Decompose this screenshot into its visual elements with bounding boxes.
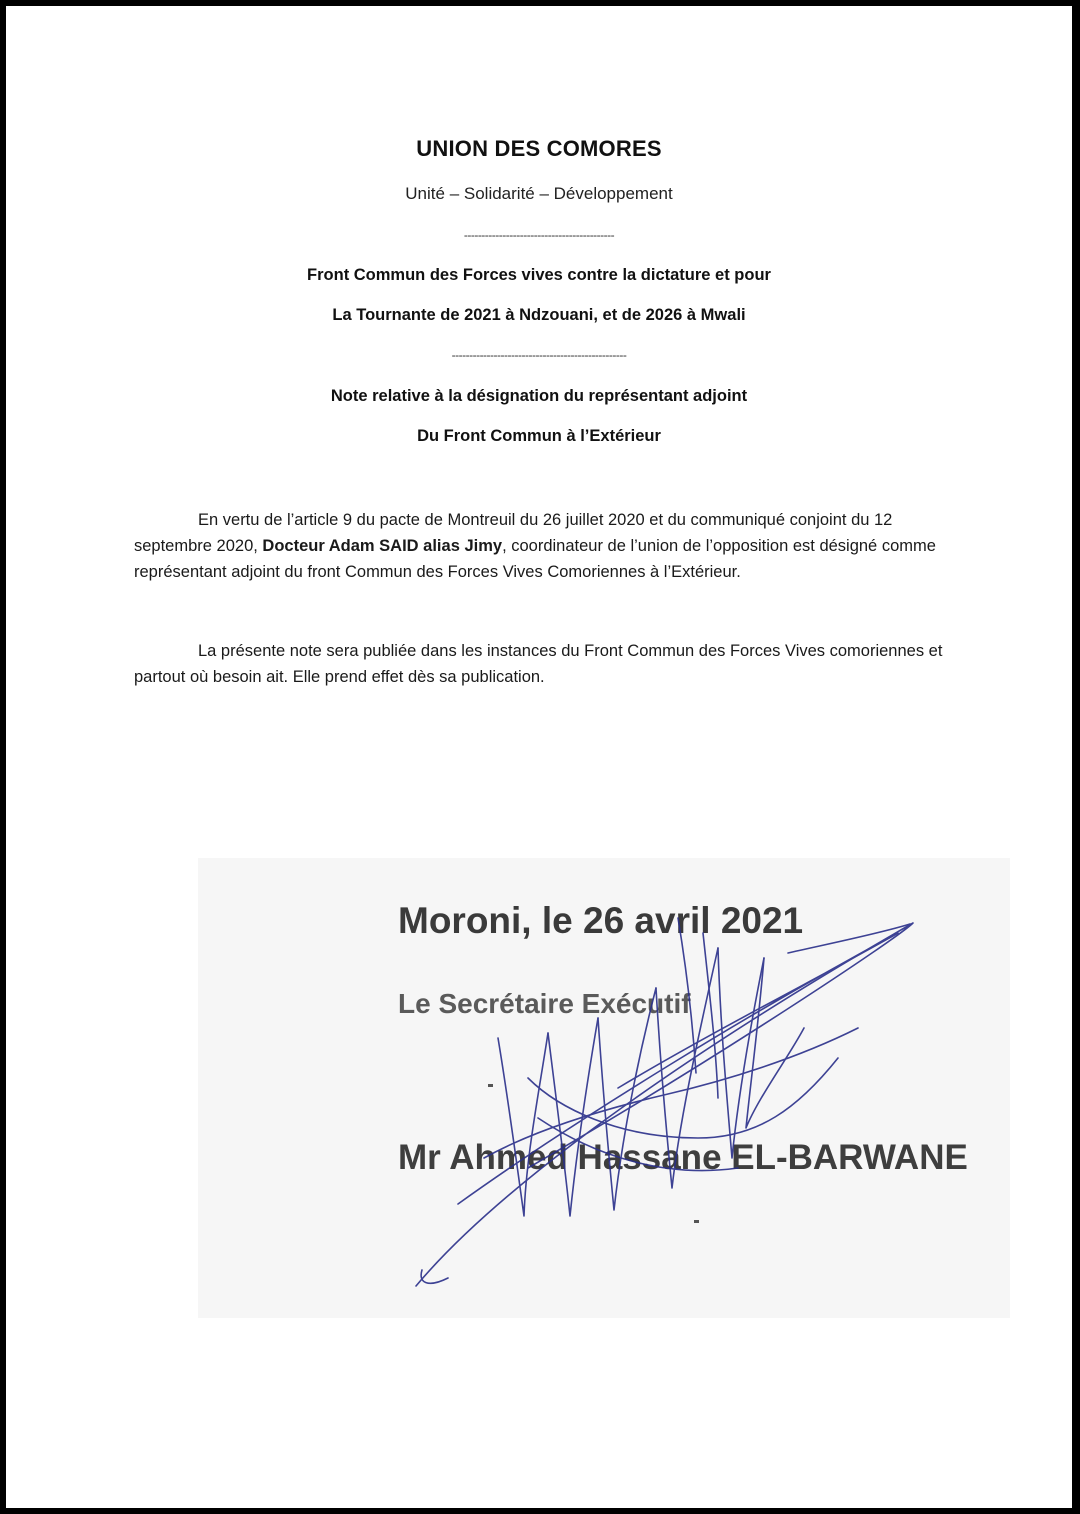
place-and-date: Moroni, le 26 avril 2021 xyxy=(398,900,804,941)
document-page xyxy=(6,6,1072,1508)
handwritten-signature xyxy=(198,858,1010,1318)
paragraph-text: La présente note sera publiée dans les instances du Front Commun des Forces Vives comoriennes et partout où besoin ait. Elle prend effet dès sa publication. xyxy=(134,642,943,686)
body-paragraph-1 xyxy=(134,507,964,585)
separator-line: -------------------------------------------------- xyxy=(451,348,627,362)
separator-line: ------------------------------------------- xyxy=(463,228,615,242)
designee-name: Docteur Adam SAID alias Jimy xyxy=(262,537,503,555)
signatory-role: Le Secrétaire Exécutif xyxy=(398,988,691,1019)
note-title-line-2: Du Front Commun à l’Extérieur xyxy=(417,427,661,445)
signature-block xyxy=(198,858,1010,1318)
front-name-line-2: La Tournante de 2021 à Ndzouani, et de 2026 à Mwali xyxy=(332,306,746,324)
front-name-line-1: Front Commun des Forces vives contre la dictature et pour xyxy=(307,266,771,284)
country-heading: UNION DES COMORES xyxy=(416,136,662,161)
paragraph-text: En vertu de l’article 9 du pacte de Montreuil du 26 juillet 2020 et du communiqué conjoint du 12 septembre 2020, xyxy=(134,511,893,555)
body-paragraph-2 xyxy=(134,638,964,690)
note-title-line-1: Note relative à la désignation du représentant adjoint xyxy=(330,387,748,405)
paragraph-text: , coordinateur de l’union de l’opposition est désigné comme représentant adjoint du front Commun des Forces Vives Comoriennes à l’Extérieur. xyxy=(134,537,936,581)
signatory-name: Mr Ahmed Hassane EL-BARWANE xyxy=(398,1138,968,1177)
national-motto: Unité – Solidarité – Développement xyxy=(405,184,673,203)
